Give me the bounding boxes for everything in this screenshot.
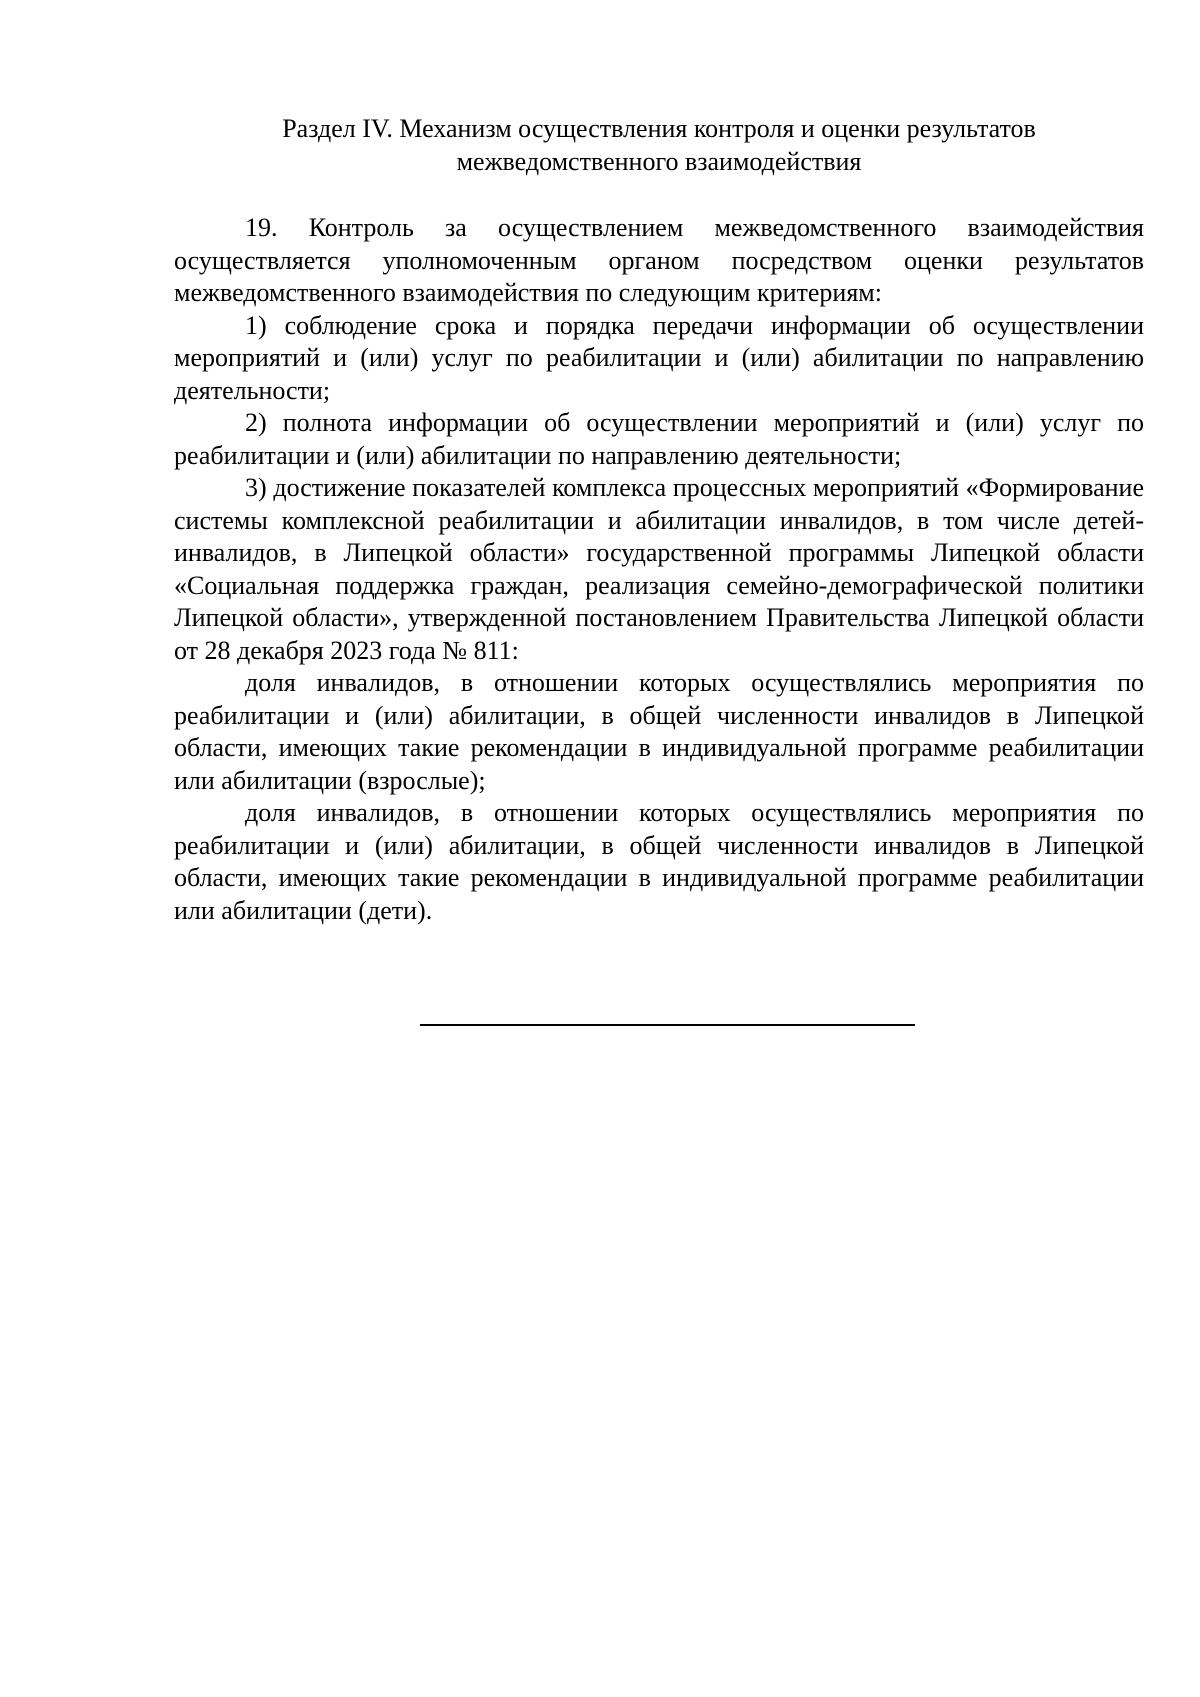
- closing-rule-line: [420, 1024, 915, 1026]
- paragraph-criterion-1: 1) соблюдение срока и порядка передачи информации об осуществлении мероприятий и (или) услуг по реабилитации и (или) абилитации по направлению деятельности;: [174, 310, 1144, 405]
- section-heading: [174, 112, 1144, 178]
- paragraph-criterion-2: 2) полнота информации об осуществлении мероприятий и (или) услуг по реабилитации и (или) абилитации по направлению деятельности;: [174, 408, 1144, 470]
- section-heading-line-2: межведомственного взаимодействия: [456, 147, 862, 176]
- paragraph-indicator-children: доля инвалидов, в отношении которых осуществлялись мероприятия по реабилитации и (или) абилитации, в общей численности инвалидов в Липецкой области, имеющих такие рекомендации в индивидуальной программе реабилитации или абилитации (дети).: [174, 798, 1144, 925]
- paragraph-criterion-3: 3) достижение показателей комплекса процессных мероприятий «Формирование системы комплексной реабилитации и абилитации инвалидов, в том числе детей-инвалидов, в Липецкой области» государственной программы Липецкой области «Социальная поддержка граждан, реализация семейно-демографической политики Липецкой области», утвержденной постановлением Правительства Липецкой области от 28 декабря 2023 года № 811:: [174, 473, 1144, 665]
- section-heading-line-1: Раздел IV. Механизм осуществления контроля и оценки результатов: [282, 114, 1036, 143]
- paragraph-19: 19. Контроль за осуществлением межведомственного взаимодействия осуществляется уполномоченным органом посредством оценки результатов межведомственного взаимодействия по следующим критериям:: [174, 213, 1144, 307]
- paragraph-indicator-adults: доля инвалидов, в отношении которых осуществлялись мероприятия по реабилитации и (или) абилитации, в общей численности инвалидов в Липецкой области, имеющих такие рекомендации в индивидуальной программе реабилитации или абилитации (взрослые);: [174, 668, 1144, 795]
- document-body: [174, 212, 1144, 927]
